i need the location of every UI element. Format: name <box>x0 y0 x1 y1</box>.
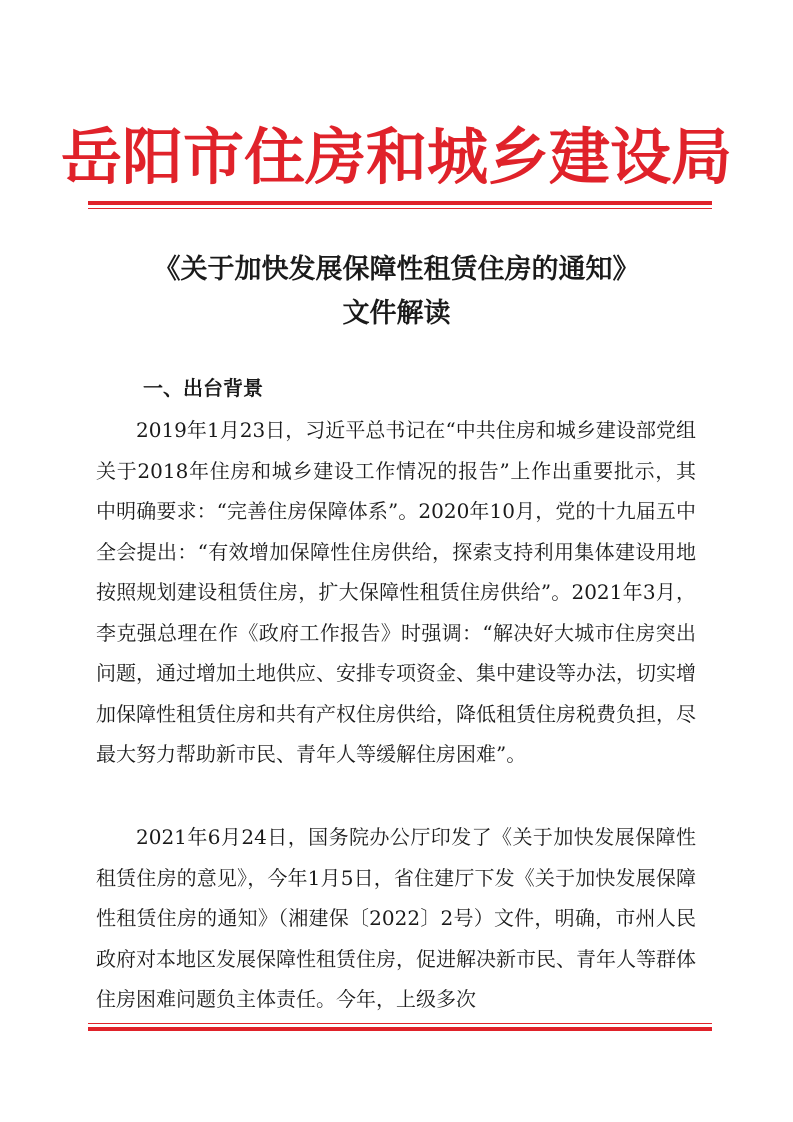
red-rule-thick <box>88 201 712 205</box>
body-paragraph-1: 2019年1月23日，习近平总书记在“中共住房和城乡建设部党组关于2018年住房和城乡建设工作情况的报告”上作出重要批示，其中明确要求：“完善住房保障体系”。2020年10月，党的十九届五中全会提出：“有效增加保障性住房供给，探索支持利用集体建设用地按照规划建设租赁住房，扩大保障性租赁住房供给”。2021年3月，李克强总理在作《政府工作报告》时强调：“解决好大城市住房突出问题，通过增加土地供应、安排专项资金、集中建设等办法，切实增加保障性租赁住房和共有产权住房供给，降低租赁住房税费负担，尽最大努力帮助新市民、青年人等缓解住房困难”。 <box>96 418 696 766</box>
section-heading: 一、出台背景 <box>143 376 263 400</box>
body-paragraph-2: 2021年6月24日，国务院办公厅印发了《关于加快发展保障性租赁住房的意见》，今年1月5日，省住建厅下发《关于加快发展保障性租赁住房的通知》（湘建保〔2022〕2号）文件，明确，市州人民政府对本地区发展保障性租赁住房，促进解决新市民、青年人等群体住房困难问题负主体责任。今年，上级多次 <box>96 825 696 1011</box>
letterhead <box>0 118 793 198</box>
document-subtitle: 文件解读 <box>342 298 451 329</box>
red-rule-thick <box>88 1027 712 1031</box>
document-title: 《关于加快发展保障性租赁住房的通知》 <box>153 254 640 285</box>
letterhead-organization-name: 岳阳市住房和城乡建设局 <box>60 122 732 193</box>
red-rule-thin <box>88 208 712 209</box>
footer-red-rule <box>88 1023 712 1031</box>
letterhead-red-rule <box>88 201 712 209</box>
red-rule-thin <box>88 1023 712 1024</box>
